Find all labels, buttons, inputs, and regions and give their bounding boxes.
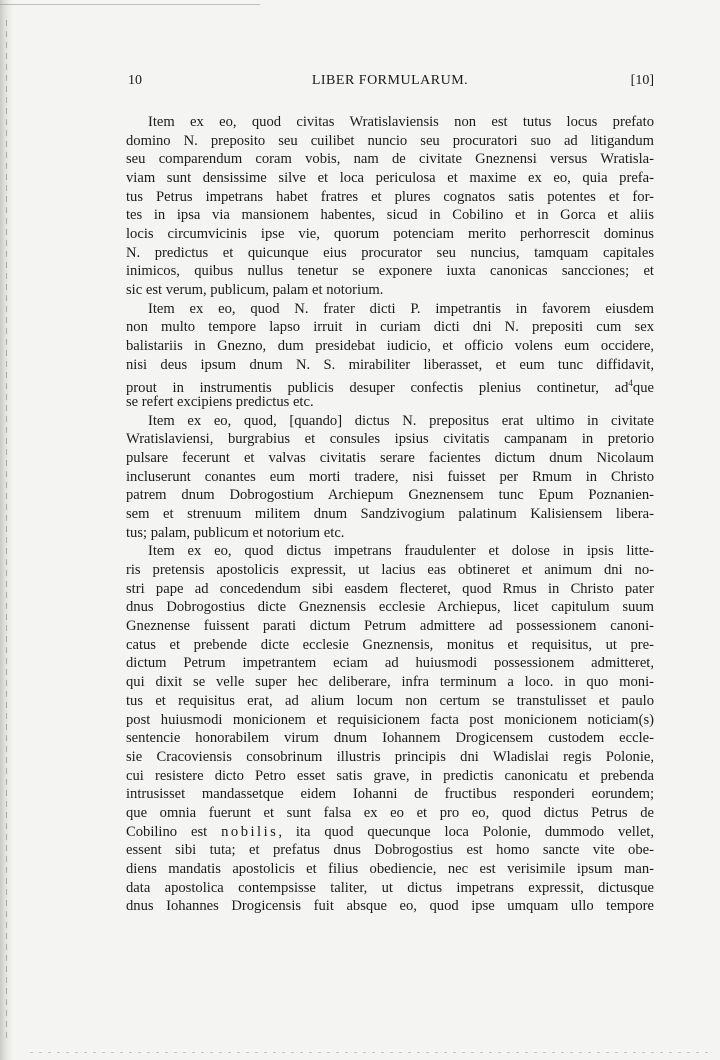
text-line: inimicos, quibus nullus tenetur se exponere iuxta canonicas sancciones; et (126, 263, 654, 280)
text-line: qui dixit se velle super hec deliberare, infra terminum a loco. in quo moni- (126, 674, 654, 691)
text-line: incluserunt conantes eum morti tradere, nisi fuisset per Rmum in Christo (126, 468, 654, 485)
text-line: sic est verum, publicum, palam et notorium. (126, 282, 384, 299)
text-line: data apostolica contempsisse taliter, ut dictus impetrans expressit, dictusque (126, 879, 654, 896)
text-line: nisi deus ipsum dnum N. S. mirabiliter liberasset, et eum tunc diffidavit, (126, 356, 654, 373)
text-line: intrusisset mandassetque eidem Iohanni de fructibus responderi eorundem; (126, 786, 654, 803)
text-line: se refert excipiens predictus etc. (126, 394, 314, 411)
text-line: tes in ipsa via mansionem habentes, sicud in Cobilino et in Gorca et aliis (126, 207, 654, 224)
text-line: sie Cracoviensis consobrinum illustris principis dni Wladislai regis Polonie, (126, 748, 654, 765)
text-line: catus et prebende dicte ecclesie Gneznensis, monitus et requisitus, ut pre- (126, 636, 654, 653)
text-line: Item ex eo, quod, [quando] dictus N. prepositus erat ultimo in civitate (148, 412, 654, 429)
text-line: domino N. preposito seu cuilibet nuncio seu procuratori suo ad litigandum (126, 132, 654, 149)
text-line: dnus Iohannes Drogicensis fuit absque eo, quod ipse umquam ullo tempore (126, 898, 654, 915)
text-line: N. predictus et quicunque eius procurator seu nuncius, tamquam capitales (126, 244, 654, 261)
text-line: diens mandatis apostolicis et filius obediencie, nec est verisimile ipsum man- (126, 860, 654, 877)
text-line: sem et strenuum militem dnum Sandzivogium palatinum Kalisiensem libera- (126, 506, 654, 523)
text-line: Wratislaviensi, burgrabius et consules ipsius civitatis campanam in pretorio (126, 431, 654, 448)
body-text (126, 113, 654, 916)
text-line: tus et requisitus erat, ad alium locum non certum se transtulisset et paulo (126, 692, 654, 709)
text-line: seu comparendum coram vobis, nam de civitate Gneznensi versus Wratisla- (126, 151, 654, 168)
text-line: Item ex eo, quod civitas Wratislaviensis non est tutus locus prefato (148, 114, 654, 130)
section-number: [10] (630, 73, 654, 88)
text-line: patrem dnum Dobrogostium Archiepum Gneznensem tunc Epum Poznanien- (126, 487, 654, 504)
text-line: viam sunt densissime silve et loca periculosa et maxime ex eo, quia prefa- (126, 170, 654, 187)
text-line: cui resistere dicto Petro esset satis grave, in predictis canonicatu et prebenda (126, 767, 654, 784)
scan-edge-shadow (0, 0, 14, 1060)
text-line: prout in instrumentis publicis desuper confectis plenius continetur, $ad^4que$ (126, 378, 654, 397)
text-line: Cobilino est nobilis, ita quod quecunque loca Polonie, dummodo vellet, (126, 823, 655, 840)
text-line: post huiusmodi monicionem et requisicionem facta post monicionem noticiam(s) (126, 711, 654, 728)
page-header (126, 73, 654, 93)
scan-top-rule (0, 4, 260, 5)
paragraph (126, 113, 654, 300)
text-line: Item ex eo, quod N. frater dicti P. impetrantis in favorem eiusdem (148, 300, 654, 317)
scan-binding-line (6, 20, 7, 1040)
text-line: ris pretensis apostolicis expressit, ut lacius eas obtineret et animum dni no- (126, 562, 654, 579)
paragraph (126, 542, 654, 915)
text-line: non multo tempore lapso irruit in curiam dicti dni N. prepositi cum sex (126, 319, 654, 336)
text-line: locis circumvicinis ipse vie, quorum potenciam merito perhorrescit dominus (126, 226, 654, 243)
text-line: Item ex eo, quod dictus impetrans fraudulenter et dolose in ipsis litte- (148, 543, 654, 560)
text-line: stri pape ad concedendum sibi easdem flecteret, quod Rmus in Christo pater (126, 580, 654, 597)
paragraph (126, 412, 654, 543)
text-line: pulsare fecerunt et valvas civitatis serare facientes dictum dnum Nicolaum (126, 450, 654, 467)
paragraph (126, 300, 654, 412)
text-line: sentencie honorabilem virum dnum Iohannem Drogicensem custodem eccle- (126, 730, 654, 747)
scan-bottom-noise (30, 1052, 710, 1053)
text-line: dnus Dobrogostius dicte Gneznensis ecclesie Archiepus, licet capitulum suum (126, 599, 654, 616)
text-line: tus Petrus impetrans habet fratres et plures cognatos satis potentes et for- (126, 188, 654, 205)
text-line: que omnia fuerunt et sunt falsa ex eo et pro eo, quod dictus Petrus de (126, 804, 654, 821)
text-line: essent sibi tuta; et prefatus dnus Dobrogostius est homo sancte vite obe- (126, 842, 654, 859)
running-title: LIBER FORMULARUM. (311, 73, 469, 88)
text-line: Gneznense fuissent parati dictum Petrum admittere ad possessionem canoni- (126, 618, 654, 635)
text-line: tus; palam, publicum et notorium etc. (126, 524, 345, 541)
page-number: 10 (128, 73, 142, 88)
text-line: dictum Petrum impetrantem eciam ad huiusmodi possessionem admitteret, (126, 655, 654, 672)
text-line: balistariis in Gnezno, dum presidebat iudicio, et officio volens eum occidere, (126, 338, 654, 355)
